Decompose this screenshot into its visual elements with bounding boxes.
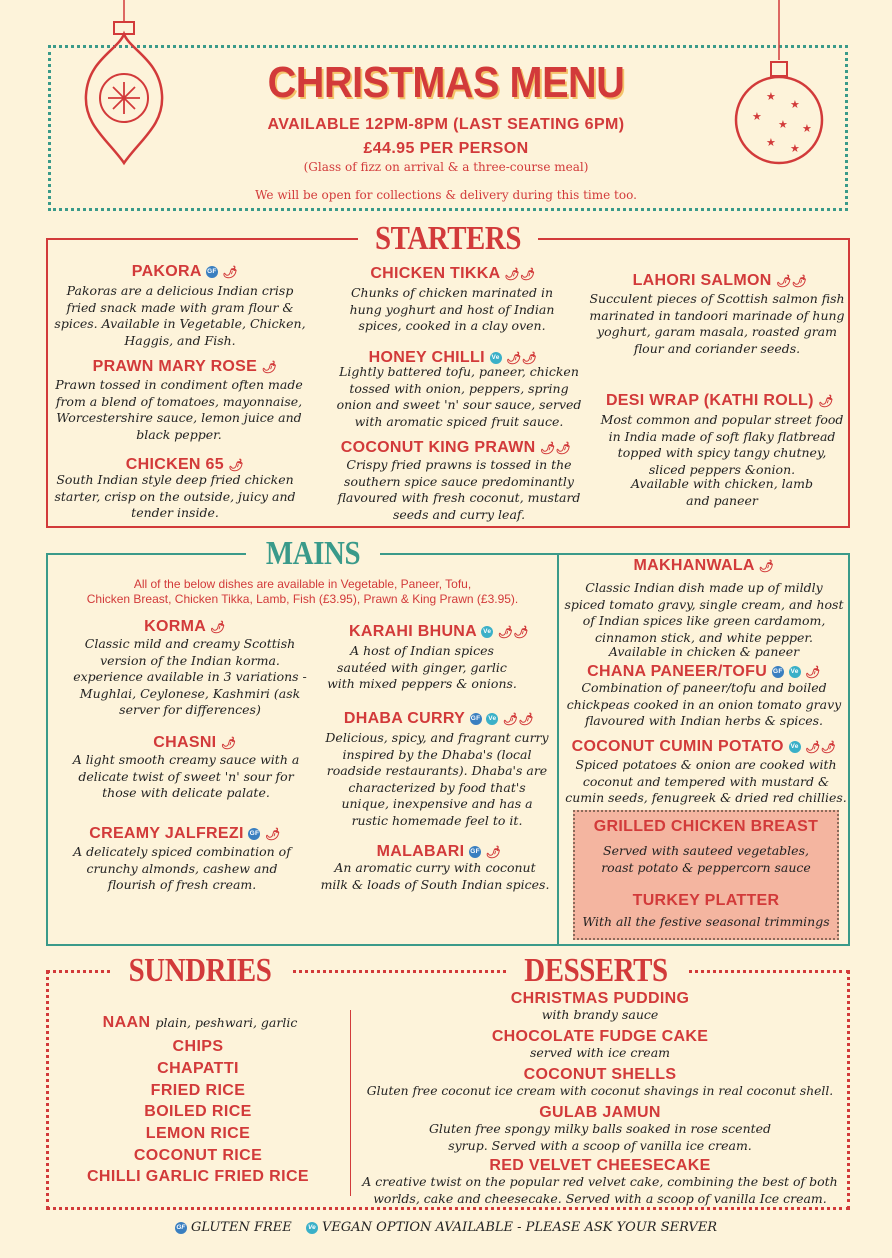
gluten-free-label: GLUTEN FREE	[191, 1220, 292, 1235]
sundry-item: CHILLI GARLIC FRIED RICE	[86, 1168, 310, 1185]
starter-name-text: LAHORI SALMON	[632, 272, 772, 289]
price: £44.95 PER PERSON	[363, 140, 529, 157]
dessert-desc: with brandy sauce	[541, 1007, 659, 1022]
starter-name	[590, 392, 850, 410]
sundry-item: CHAPATTI	[157, 1060, 239, 1077]
main-desc: Combination of paneer/tofu and boiled chickpeas cooked in an onion tomato gravy flavoured with Indian herbs & spices.	[566, 680, 842, 728]
dessert-name: RED VELVET CHEESECAKE	[489, 1157, 711, 1174]
chili-icon: 🌶	[222, 265, 239, 279]
vegan-icon: Ve	[789, 666, 801, 678]
main-name	[50, 734, 340, 752]
chili-icon: 🌶🌶	[504, 267, 536, 281]
main-name	[316, 843, 562, 861]
main-name-text: MAKHANWALA	[633, 557, 755, 574]
main-name-text: KORMA	[144, 618, 206, 635]
sundry-item: CHIPS	[172, 1038, 224, 1055]
main-desc: Classic Indian dish made up of mildly spiced tomato gravy, single cream, and host of Indian spices like green cardamom, cinnamon stick, and white pepper.	[564, 580, 844, 645]
sundries-title: SUNDRIES	[128, 952, 272, 989]
gluten-free-icon: GF	[772, 666, 784, 678]
naan-label: NAAN	[102, 1014, 151, 1031]
vegan-icon: Ve	[490, 352, 502, 364]
svg-text:★: ★	[766, 136, 776, 149]
starter-name-text: PRAWN MARY ROSE	[92, 358, 258, 375]
special-desc: Served with sauteed vegetables, roast potato & peppercorn sauce	[601, 843, 811, 875]
starter-desc: Lightly battered tofu, paneer, chicken tossed with onion, peppers, spring onion and sweet 'n' sour sauce, served with aromatic spiced fruit sauce.	[336, 364, 582, 429]
sundry-item: FRIED RICE	[150, 1082, 246, 1099]
starters-title: STARTERS	[374, 220, 522, 257]
starter-name-text: CHICKEN TIKKA	[370, 265, 500, 282]
chili-icon: 🌶🌶	[506, 351, 538, 365]
starter-name-text: DESI WRAP (KATHI ROLL)	[605, 392, 814, 409]
main-desc: A host of Indian spices sautéed with ginger, garlic with mixed peppers & onions.	[327, 643, 517, 691]
main-desc: A delicately spiced combination of crunchy almonds, cashew and flourish of fresh cream.	[73, 844, 291, 892]
starter-name	[590, 272, 850, 290]
vegan-label: VEGAN OPTION AVAILABLE - PLEASE ASK YOUR SERVER	[322, 1220, 718, 1235]
main-name-text: COCONUT CUMIN POTATO	[571, 738, 784, 755]
starter-desc: Prawn tossed in condiment often made from a blend of tomatoes, mayonnaise, Worcestershire sauce, lemon juice and black pepper.	[55, 377, 303, 442]
sundry-item: LEMON RICE	[145, 1125, 251, 1142]
gluten-free-icon: GF	[248, 828, 260, 840]
svg-text:★: ★	[766, 90, 776, 103]
main-name-text: KARAHI BHUNA	[348, 623, 477, 640]
main-name	[50, 825, 320, 843]
starter-name	[50, 263, 320, 281]
svg-text:★: ★	[802, 122, 812, 135]
main-name-text: CHANA PANEER/TOFU	[587, 663, 768, 680]
footer-legend	[0, 1220, 892, 1235]
main-name	[316, 710, 562, 728]
main-name-text: MALABARI	[376, 843, 465, 860]
starter-name	[50, 358, 320, 376]
vegan-icon: Ve	[486, 713, 498, 725]
main-desc: Classic mild and creamy Scottish version of the Indian korma. experience available in 3 variations - Mughlai, Ceylonese, Kashmiri (ask server for differences)	[73, 636, 307, 717]
special-name: GRILLED CHICKEN BREAST	[593, 818, 819, 835]
main-name	[560, 557, 848, 575]
main-name-text: DHABA CURRY	[343, 710, 465, 727]
chili-icon: 🌶	[228, 458, 245, 472]
dessert-name: CHOCOLATE FUDGE CAKE	[491, 1028, 709, 1045]
main-desc-note: Available in chicken & paneer	[608, 644, 800, 659]
naan-note: plain, peshwari, garlic	[155, 1015, 298, 1030]
main-desc: A light smooth creamy sauce with a delicate twist of sweet 'n' sour for those with delicate palate.	[72, 752, 300, 800]
dessert-desc: Gluten free spongy milky balls soaked in rose scented syrup. Served with a scoop of vanilla ice cream.	[428, 1121, 772, 1153]
main-name	[560, 663, 848, 681]
dessert-name: COCONUT SHELLS	[523, 1066, 677, 1083]
dessert-desc: served with ice cream	[529, 1045, 670, 1060]
starter-name	[318, 265, 588, 283]
sundries-divider	[350, 1010, 351, 1196]
chili-icon: 🌶	[221, 736, 237, 750]
chili-icon: 🌶🌶	[805, 740, 837, 754]
vegan-icon: Ve	[306, 1222, 318, 1234]
main-desc: An aromatic curry with coconut milk & loads of South Indian spices.	[320, 860, 550, 892]
main-name	[560, 738, 848, 756]
dessert-name: GULAB JAMUN	[539, 1104, 661, 1121]
desserts-title: DESSERTS	[524, 952, 668, 989]
main-name-text: CHASNI	[153, 734, 217, 751]
chili-icon: 🌶🌶	[776, 274, 808, 288]
sundry-item: COCONUT RICE	[133, 1147, 263, 1164]
chili-icon: 🌶	[210, 620, 226, 634]
starter-name-text: HONEY CHILLI	[368, 349, 485, 366]
starter-desc-note: Available with chicken, lamb and paneer	[631, 476, 813, 508]
gluten-free-icon: GF	[175, 1222, 187, 1234]
gluten-free-icon: GF	[469, 846, 481, 858]
starter-name	[318, 439, 594, 457]
special-name: TURKEY PLATTER	[632, 892, 780, 909]
chili-icon: 🌶🌶	[540, 441, 572, 455]
mains-divider	[557, 553, 559, 946]
main-name	[316, 623, 562, 641]
main-name	[50, 618, 320, 636]
svg-text:★: ★	[790, 142, 800, 155]
starter-name-text: COCONUT KING PRAWN	[340, 439, 536, 456]
chili-icon: 🌶🌶	[503, 712, 535, 726]
dessert-desc: A creative twist on the popular red velvet cake, combining the best of both worlds, cake and cheesecake. Served with a scoop of vanilla Ice cream.	[362, 1174, 838, 1206]
starter-desc: Most common and popular street food in India made of soft flaky flatbread topped with spicy tangy chutney, sliced peppers &onion.	[600, 412, 844, 477]
gluten-free-icon: GF	[470, 713, 482, 725]
vegan-icon: Ve	[481, 626, 493, 638]
starter-desc: Chunks of chicken marinated in hung yoghurt and host of Indian spices, cooked in a clay oven.	[349, 285, 555, 333]
gluten-free-icon: GF	[206, 266, 218, 278]
main-desc: Spiced potatoes & onion are cooked with coconut and tempered with mustard & cumin seeds, fenugreek & dried red chillies.	[565, 757, 847, 805]
mains-intro: All of the below dishes are available in Vegetable, Paneer, Tofu,	[133, 577, 472, 591]
vegan-icon: Ve	[789, 741, 801, 753]
main-name-text: CREAMY JALFREZI	[89, 825, 244, 842]
svg-text:★: ★	[752, 110, 762, 123]
naan-row	[60, 1012, 340, 1032]
availability: AVAILABLE 12PM-8PM (LAST SEATING 6PM)	[267, 116, 625, 133]
chili-icon: 🌶	[818, 394, 835, 408]
svg-text:★: ★	[778, 118, 788, 131]
starter-desc: Pakoras are a delicious Indian crisp fried snack made with gram flour & spices. Available in Vegetable, Chicken, Haggis, and Fish.	[54, 283, 306, 348]
special-desc: With all the festive seasonal trimmings	[582, 914, 830, 929]
chili-icon: 🌶🌶	[497, 625, 530, 639]
starter-name-text: PAKORA	[131, 263, 202, 280]
dessert-desc: Gluten free coconut ice cream with coconut shavings in real coconut shell.	[366, 1084, 834, 1098]
mains-title: MAINS	[265, 535, 361, 572]
sundry-item: BOILED RICE	[144, 1103, 252, 1120]
svg-text:★: ★	[790, 98, 800, 111]
page-title: CHRISTMAS MENU	[267, 58, 625, 107]
starter-desc: Crispy fried prawns is tossed in the southern spice sauce predominantly flavoured with fresh coconut, mustard seeds and curry leaf.	[337, 457, 581, 522]
starter-desc: South Indian style deep fried chicken starter, crisp on the outside, juicy and tender inside.	[54, 472, 296, 520]
mains-intro: Chicken Breast, Chicken Tikka, Lamb, Fish (£3.95), Prawn & King Prawn (£3.95).	[86, 592, 519, 606]
collection-note: We will be open for collections & delivery during this time too.	[255, 188, 637, 202]
dessert-name: CHRISTMAS PUDDING	[510, 990, 690, 1007]
chili-icon: 🌶	[265, 827, 281, 841]
main-desc: Delicious, spicy, and fragrant curry inspired by the Dhaba's (local roadside restaurants). Dhaba's are characterized by food that's unique, inexpensive and has a rustic homemade feel to it.	[325, 730, 549, 828]
starter-name-text: CHICKEN 65	[125, 456, 224, 473]
chili-icon: 🌶	[758, 559, 775, 573]
chili-icon: 🌶	[805, 665, 821, 679]
chili-icon: 🌶	[485, 845, 502, 859]
chili-icon: 🌶	[261, 360, 278, 374]
starter-desc: Succulent pieces of Scottish salmon fish marinated in tandoori marinade of hung yoghurt, garam masala, roasted gram flour and coriander seeds.	[589, 291, 845, 356]
price-note: (Glass of fizz on arrival & a three-course meal)	[303, 160, 589, 174]
